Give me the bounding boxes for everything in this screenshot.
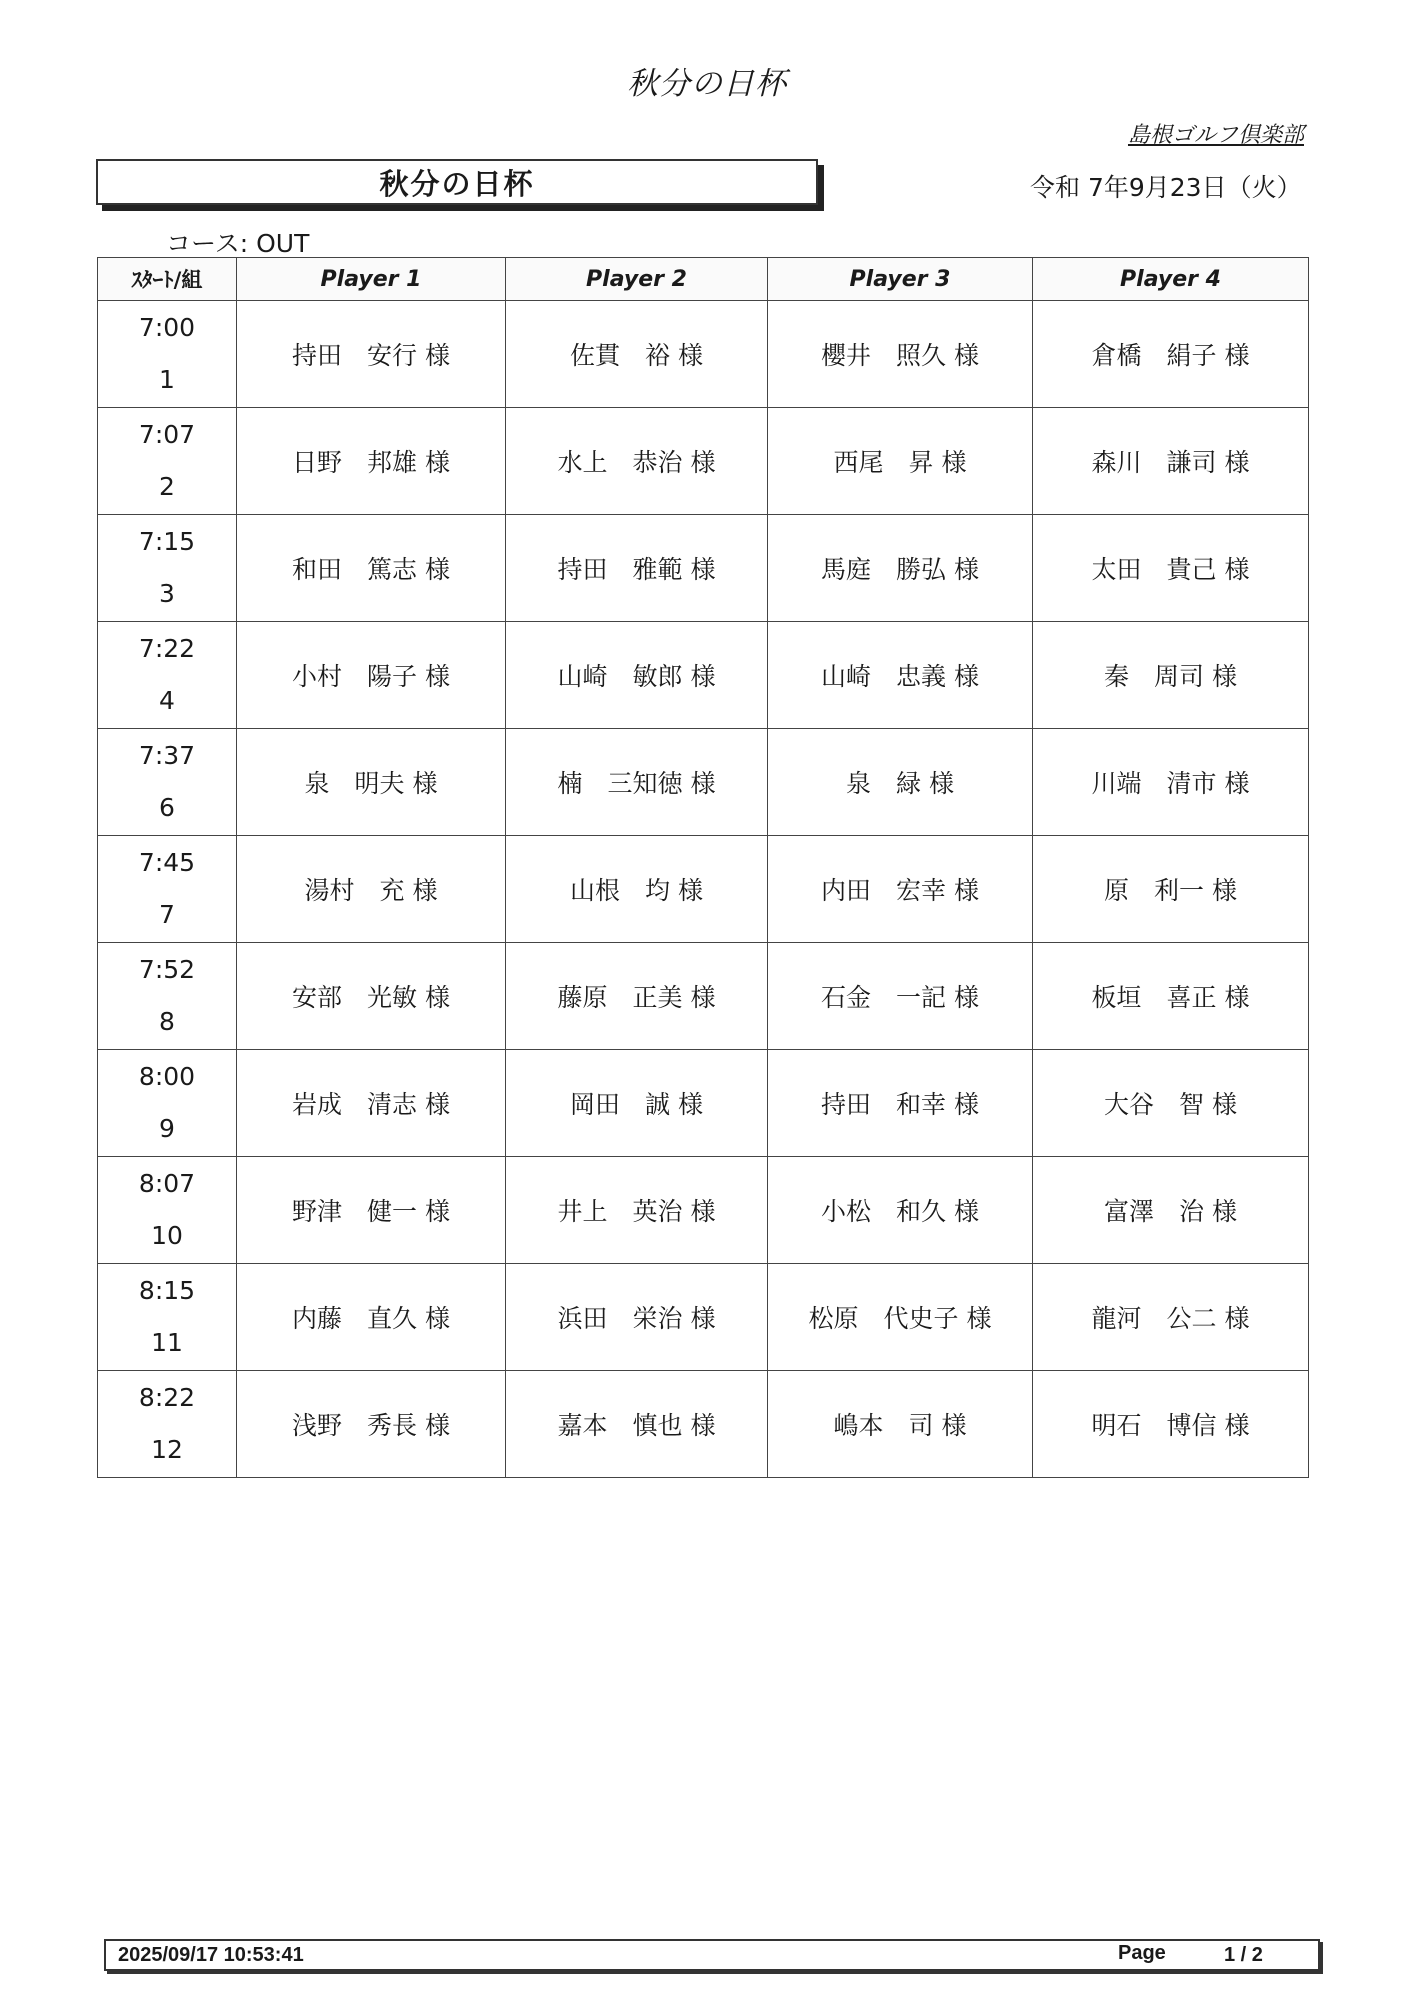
page-title: 秋分の日杯 <box>627 66 787 102</box>
column-header-player-2: Player 2 <box>506 258 768 301</box>
player-cell: 富澤 治 様 <box>1033 1157 1309 1264</box>
player-cell: 嘉本 慎也 様 <box>506 1371 768 1478</box>
player-cell: 湯村 充 様 <box>237 836 506 943</box>
group-number: 11 <box>151 1328 183 1357</box>
column-header-player-4: Player 4 <box>1033 258 1309 301</box>
player-cell: 持田 雅範 様 <box>506 515 768 622</box>
start-time-group-cell <box>98 729 237 836</box>
player-cell: 西尾 昇 様 <box>768 408 1033 515</box>
group-number: 1 <box>159 365 175 394</box>
player-cell: 安部 光敏 様 <box>237 943 506 1050</box>
group-number: 2 <box>159 472 175 501</box>
club-name: 島根ゴルフ倶楽部 <box>1127 123 1304 148</box>
player-cell: 井上 英治 様 <box>506 1157 768 1264</box>
player-cell: 持田 安行 様 <box>237 301 506 408</box>
player-cell: 川端 清市 様 <box>1033 729 1309 836</box>
start-time: 7:00 <box>138 313 196 342</box>
player-cell: 水上 恭治 様 <box>506 408 768 515</box>
player-cell: 内藤 直久 様 <box>237 1264 506 1371</box>
event-title-box <box>96 159 818 205</box>
group-number: 8 <box>159 1007 175 1036</box>
player-cell: 和田 篤志 様 <box>237 515 506 622</box>
start-time-group-cell <box>98 408 237 515</box>
player-cell: 太田 貴己 様 <box>1033 515 1309 622</box>
player-cell: 秦 周司 様 <box>1033 622 1309 729</box>
table-row <box>98 1371 1309 1478</box>
start-time-group-cell <box>98 1050 237 1157</box>
player-cell: 佐貫 裕 様 <box>506 301 768 408</box>
group-number: 10 <box>151 1221 183 1250</box>
start-time-group-cell <box>98 836 237 943</box>
player-cell: 馬庭 勝弘 様 <box>768 515 1033 622</box>
start-time: 7:45 <box>138 848 196 877</box>
player-cell: 森川 謙司 様 <box>1033 408 1309 515</box>
column-header-player-3: Player 3 <box>768 258 1033 301</box>
start-time: 7:15 <box>138 527 196 556</box>
table-row <box>98 515 1309 622</box>
player-cell: 小村 陽子 様 <box>237 622 506 729</box>
start-time-group-cell <box>98 515 237 622</box>
table-row <box>98 1264 1309 1371</box>
player-cell: 楠 三知徳 様 <box>506 729 768 836</box>
player-cell: 藤原 正美 様 <box>506 943 768 1050</box>
group-number: 9 <box>159 1114 175 1143</box>
player-cell: 日野 邦雄 様 <box>237 408 506 515</box>
player-cell: 持田 和幸 様 <box>768 1050 1033 1157</box>
group-number: 12 <box>151 1435 183 1464</box>
table-row <box>98 943 1309 1050</box>
player-cell: 石金 一記 様 <box>768 943 1033 1050</box>
group-number: 4 <box>159 686 175 715</box>
player-cell: 浜田 栄治 様 <box>506 1264 768 1371</box>
start-time: 8:15 <box>138 1276 196 1305</box>
player-cell: 山崎 敏郎 様 <box>506 622 768 729</box>
table-header-row <box>98 258 1309 301</box>
player-cell: 岩成 清志 様 <box>237 1050 506 1157</box>
page-label: Page <box>1118 1942 1166 1964</box>
table-row <box>98 1050 1309 1157</box>
start-time-group-cell <box>98 301 237 408</box>
table-row <box>98 622 1309 729</box>
player-cell: 明石 博信 様 <box>1033 1371 1309 1478</box>
event-date: 令和 7年9月23日（火） <box>1030 173 1302 202</box>
start-time-group-cell <box>98 1157 237 1264</box>
start-time-group-cell <box>98 1371 237 1478</box>
event-name: 秋分の日杯 <box>379 166 535 201</box>
player-cell: 山根 均 様 <box>506 836 768 943</box>
player-cell: 倉橋 絹子 様 <box>1033 301 1309 408</box>
table-row <box>98 408 1309 515</box>
table-row <box>98 836 1309 943</box>
player-cell: 嶋本 司 様 <box>768 1371 1033 1478</box>
player-cell: 小松 和久 様 <box>768 1157 1033 1264</box>
start-time: 7:37 <box>138 741 196 770</box>
player-cell: 泉 明夫 様 <box>237 729 506 836</box>
player-cell: 内田 宏幸 様 <box>768 836 1033 943</box>
table-row <box>98 301 1309 408</box>
player-cell: 岡田 誠 様 <box>506 1050 768 1157</box>
print-footer <box>104 1939 1320 1971</box>
group-number: 7 <box>159 900 175 929</box>
print-timestamp: 2025/09/17 10:53:41 <box>118 1944 304 1966</box>
course-label: コース: OUT <box>166 229 310 258</box>
player-cell: 野津 健一 様 <box>237 1157 506 1264</box>
player-cell: 板垣 喜正 様 <box>1033 943 1309 1050</box>
player-cell: 櫻井 照久 様 <box>768 301 1033 408</box>
start-time-group-cell <box>98 943 237 1050</box>
start-time-group-cell <box>98 622 237 729</box>
table-row <box>98 1157 1309 1264</box>
start-time: 7:52 <box>138 955 196 984</box>
column-header-player-1: Player 1 <box>237 258 506 301</box>
group-number: 6 <box>159 793 175 822</box>
player-cell: 大谷 智 様 <box>1033 1050 1309 1157</box>
player-cell: 泉 緑 様 <box>768 729 1033 836</box>
group-number: 3 <box>159 579 175 608</box>
start-time: 7:07 <box>138 420 196 449</box>
player-cell: 浅野 秀長 様 <box>237 1371 506 1478</box>
start-time: 7:22 <box>138 634 196 663</box>
page-number: 1 / 2 <box>1224 1944 1263 1966</box>
start-time: 8:07 <box>138 1169 196 1198</box>
player-cell: 原 利一 様 <box>1033 836 1309 943</box>
column-header-start-group: ｽﾀｰﾄ/組 <box>98 258 237 301</box>
table-row <box>98 729 1309 836</box>
player-cell: 松原 代史子 様 <box>768 1264 1033 1371</box>
start-time: 8:22 <box>138 1383 196 1412</box>
start-time: 8:00 <box>138 1062 196 1091</box>
start-schedule-table <box>97 257 1309 1478</box>
player-cell: 山崎 忠義 様 <box>768 622 1033 729</box>
start-time-group-cell <box>98 1264 237 1371</box>
player-cell: 龍河 公二 様 <box>1033 1264 1309 1371</box>
